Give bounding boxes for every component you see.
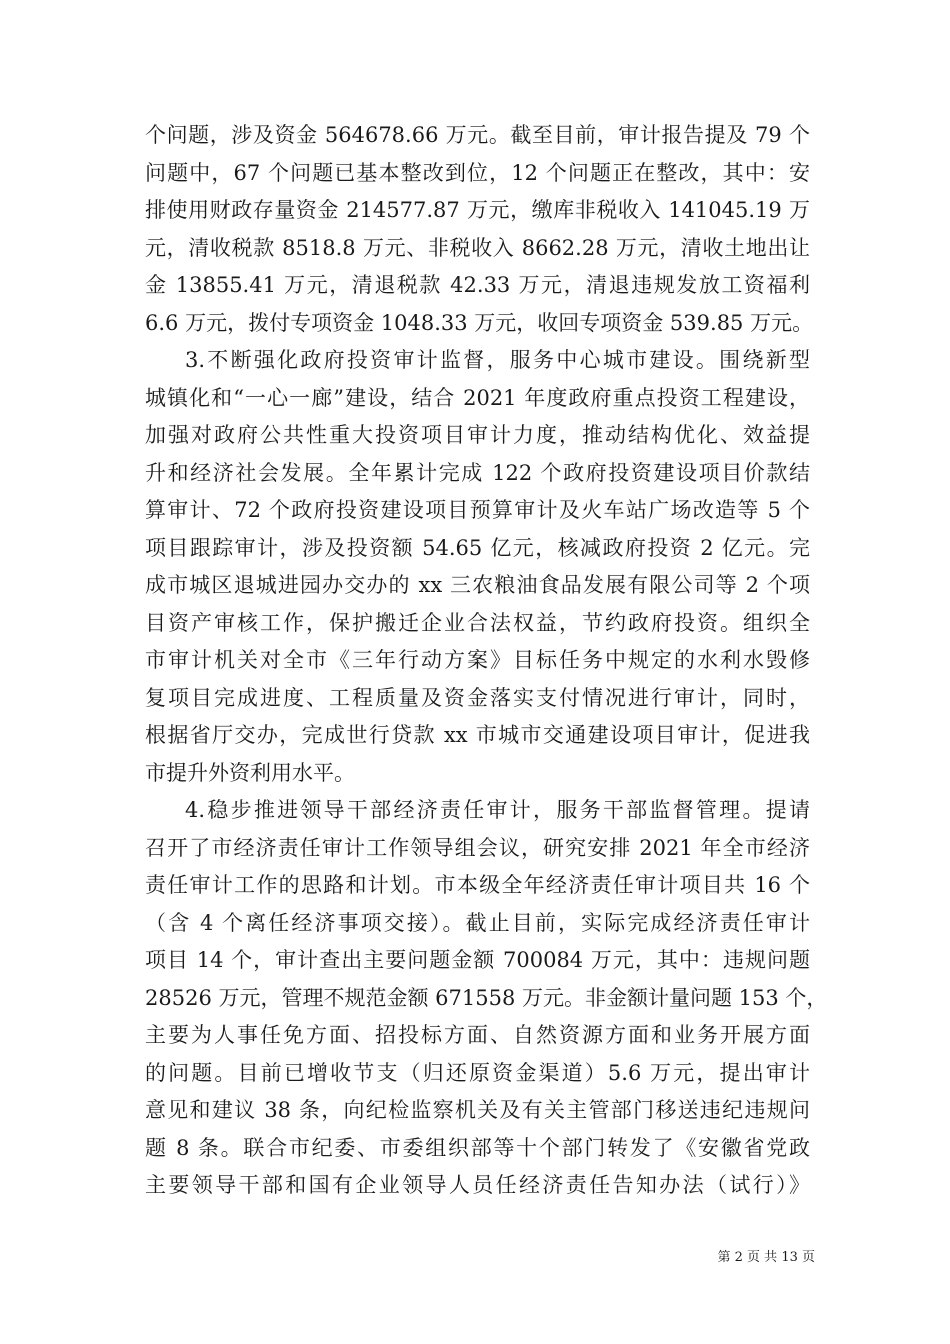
text-line: 市审计机关对全市《三年行动方案》目标任务中规定的水利水毁修 <box>145 648 810 672</box>
text-line: 元，清收税款 8518.8 万元、非税收入 8662.28 万元，清收土地出让 <box>145 235 810 260</box>
text-line: 项目 14 个，审计查出主要问题金额 700084 万元，其中：违规问题 <box>145 948 810 972</box>
text-line: 复项目完成进度、工程质量及资金落实支付情况进行审计，同时， <box>145 685 810 710</box>
text-line: 3.不断强化政府投资审计监督，服务中心城市建设。围绕新型 <box>185 348 810 372</box>
text-line: 项目跟踪审计，涉及投资额 54.65 亿元，核减政府投资 2 亿元。完 <box>145 535 810 560</box>
text-line: 个问题，涉及资金 564678.66 万元。截至目前，审计报告提及 79 个 <box>145 123 810 147</box>
text-line: （含 4 个离任经济事项交接）。截止目前，实际完成经济责任审计 <box>145 910 810 935</box>
text-line: 主要领导干部和国有企业领导人员任经济责任告知办法（试行）》 <box>145 1173 810 1197</box>
text-line: 根据省厅交办，完成世行贷款 xx 市城市交通建设项目审计，促进我 <box>145 723 810 747</box>
text-line: 责任审计工作的思路和计划。市本级全年经济责任审计项目共 16 个 <box>145 873 810 897</box>
page-number-footer: 第 2 页 共 13 页 <box>717 1250 815 1265</box>
text-line: 28526 万元，管理不规范金额 671558 万元。非金额计量问题 153 个， <box>145 985 828 1010</box>
document-body <box>145 117 828 1205</box>
text-line: 目资产审核工作，保护搬迁企业合法权益，节约政府投资。组织全 <box>145 610 810 635</box>
text-line: 成市城区退城进园办交办的 xx 三农粮油食品发展有限公司等 2 个项 <box>145 573 810 597</box>
text-line: 题 8 条。联合市纪委、市委组织部等十个部门转发了《安徽省党政 <box>145 1135 810 1160</box>
text-line: 算审计、72 个政府投资建设项目预算审计及火车站广场改造等 5 个 <box>145 498 810 522</box>
text-line: 金 13855.41 万元，清退税款 42.33 万元，清退违规发放工资福利 <box>145 273 810 297</box>
text-line: 升和经济社会发展。全年累计完成 122 个政府投资建设项目价款结 <box>145 460 810 485</box>
text-line: 4.稳步推进领导干部经济责任审计，服务干部监督管理。提请 <box>185 798 810 822</box>
text-line: 市提升外资利用水平。 <box>145 760 355 785</box>
text-line: 召开了市经济责任审计工作领导组会议，研究安排 2021 年全市经济 <box>145 835 810 860</box>
text-line: 意见和建议 38 条，向纪检监察机关及有关主管部门移送违纪违规问 <box>145 1098 810 1122</box>
text-line: 排使用财政存量资金 214577.87 万元，缴库非税收入 141045.19 万 <box>145 198 810 222</box>
text-line: 6.6 万元，拨付专项资金 1048.33 万元，收回专项资金 539.85 万元。 <box>145 310 814 335</box>
text-line: 主要为人事任免方面、招投标方面、自然资源方面和业务开展方面 <box>145 1023 810 1047</box>
text-line: 的问题。目前已增收节支（归还原资金渠道）5.6 万元，提出审计 <box>145 1060 810 1085</box>
text-line: 城镇化和“一心一廊”建设，结合 2021 年度政府重点投资工程建设， <box>145 385 810 410</box>
text-line: 问题中，67 个问题已基本整改到位，12 个问题正在整改，其中：安 <box>145 160 810 185</box>
text-line: 加强对政府公共性重大投资项目审计力度，推动结构优化、效益提 <box>145 423 810 447</box>
